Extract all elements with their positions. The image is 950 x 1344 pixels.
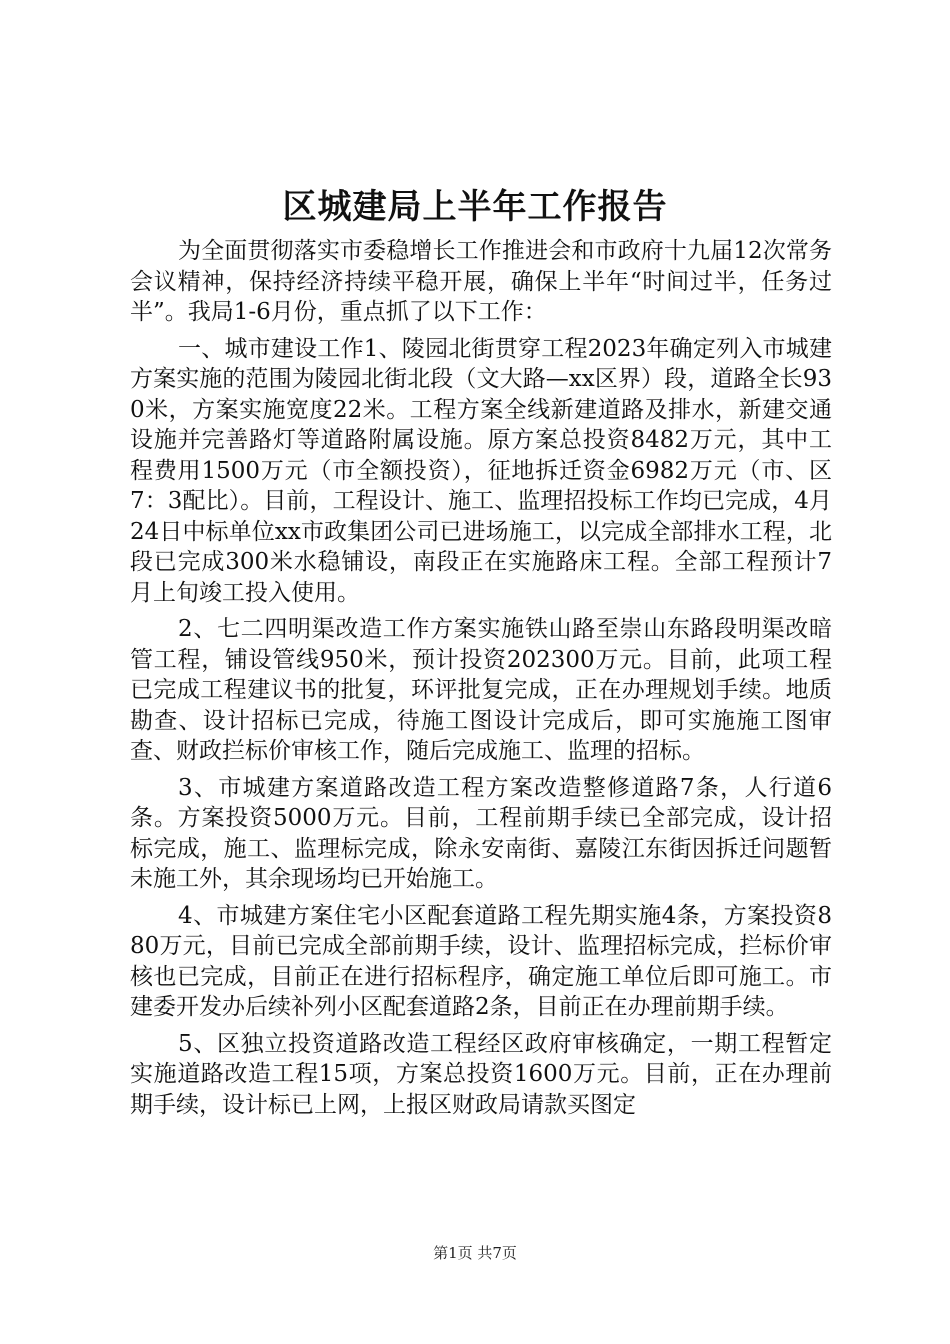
page-number-footer: 第1页 共7页 — [433, 1244, 517, 1262]
paragraph-item-4: 4、市城建方案住宅小区配套道路工程先期实施4条，方案投资880万元，目前已完成全部前期手续，设计、监理招标完成，拦标价审核也已完成，目前正在进行招标程序，确定施工单位后即可施工。市建委开发办后续补列小区配套道路2条，目前正在办理前期手续。 — [130, 902, 832, 1020]
paragraph-section-1: 一、城市建设工作1、陵园北街贯穿工程2023年确定列入市城建方案实施的范围为陵园北街北段（文大路—xx区界）段，道路全长930米，方案实施宽度22米。工程方案全线新建道路及排水，新建交通设施并完善路灯等道路附属设施。原方案总投资8482万元，其中工程费用1500万元（市全额投资），征地拆迁资金6982万元（市、区7：3配比）。目前，工程设计、施工、监理招投标工作均已完成，4月24日中标单位xx市政集团公司已进场施工，以完成全部排水工程，北段已完成300米水稳铺设，南段正在实施路床工程。全部工程预计7月上旬竣工投入使用。 — [130, 335, 832, 606]
paragraph-item-5: 5、区独立投资道路改造工程经区政府审核确定，一期工程暂定实施道路改造工程15项，方案总投资1600万元。目前，正在办理前期手续，设计标已上网，上报区财政局请款买图定 — [130, 1030, 832, 1118]
document-title: 区城建局上半年工作报告 — [282, 187, 668, 227]
paragraph-item-3: 3、市城建方案道路改造工程方案改造整修道路7条，人行道6条。方案投资5000万元。目前，工程前期手续已全部完成，设计招标完成，施工、监理标完成，除永安南街、嘉陵江东街因拆迁问题暂未施工外，其余现场均已开始施工。 — [130, 774, 832, 892]
paragraph-intro: 为全面贯彻落实市委稳增长工作推进会和市政府十九届12次常务会议精神，保持经济持续平稳开展，确保上半年“时间过半，任务过半”。我局1-6月份，重点抓了以下工作： — [130, 238, 832, 325]
paragraph-item-2: 2、七二四明渠改造工作方案实施铁山路至崇山东路段明渠改暗管工程，铺设管线950米，预计投资202300万元。目前，此项工程已完成工程建议书的批复，环评批复完成，正在办理规划手续。地质勘查、设计招标已完成，待施工图设计完成后，即可实施施工图审查、财政拦标价审核工作，随后完成施工、监理的招标。 — [130, 616, 832, 764]
document-body — [130, 236, 832, 1126]
